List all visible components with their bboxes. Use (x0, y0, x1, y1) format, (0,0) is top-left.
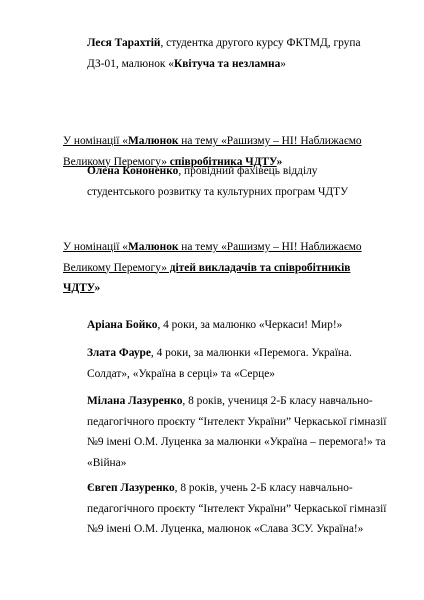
entry-text-end: » (280, 57, 286, 70)
entry-name: Аріана Бойко (87, 319, 158, 331)
entry-name: Євгеп Лазуренко (87, 482, 175, 494)
entry-yevhen-lazurenko (87, 478, 387, 540)
entry-text: , 8 років, учень 2-Б класу навчально-педагогічного проєкту “Інтелект України” Черкаської гімназії №9 імені О.М. Луценка, малюнок «Слава ЗСУ. Україна!» (87, 482, 387, 535)
nomination-group: співробітника ЧДТУ (166, 155, 277, 168)
entry-text: , 8 років, учениця 2-Б класу навчально-педагогічного проєкту “Інтелект України” Черкаської гімназії №9 імені О.М. Луценка за малюнки «Україна – перемога!» та «Війна» (87, 395, 387, 469)
artwork-title: Квітуча та незламна (174, 57, 281, 70)
entry-zlata-faure (87, 343, 387, 384)
nomination-group: дітей викладачів та співробітників ЧДТУ (63, 261, 351, 294)
entry-ariana-boiko (87, 315, 387, 336)
entry-text: , 4 роки, за малюнки «Перемога. Україна. Солдат», «Україна в серці» та «Серце» (87, 347, 352, 380)
entry-text: , студентка другого курсу ФКТМД, група ДЗ-01, малюнок « (87, 37, 361, 70)
nomination-theme: на тему «Рашизму – НІ! Наближаємо Великому Перемогу» (63, 241, 362, 274)
entry-text: , 4 роки, за малюнко «Черкаси! Мир!» (157, 319, 343, 331)
nomination-lead: У номінації « (63, 135, 128, 147)
nomination-heading-children (63, 237, 383, 299)
entry-name: Леся Тарахтій (87, 37, 161, 49)
entry-milana-lazurenko (87, 391, 387, 473)
nomination-theme: на тему «Рашизму – НІ! Наближаємо Великому Перемогу» (63, 135, 362, 168)
nomination-category: Малюнок (127, 135, 179, 147)
entry-olena-kononenko (87, 161, 387, 202)
nomination-category: Малюнок (127, 241, 179, 253)
nomination-close: » (94, 282, 101, 294)
entry-lesia-tarakhtii (87, 33, 387, 74)
entry-name: Олена Кононенко (87, 165, 179, 177)
nomination-close: » (276, 155, 283, 168)
nomination-lead: У номінації « (63, 241, 128, 253)
entry-name: Злата Фауре (87, 347, 151, 359)
entry-name: Мілана Лазуренко (87, 395, 183, 407)
entry-text: , провідний фахівець відділу студентського розвитку та культурних програм ЧДТУ (87, 165, 349, 198)
